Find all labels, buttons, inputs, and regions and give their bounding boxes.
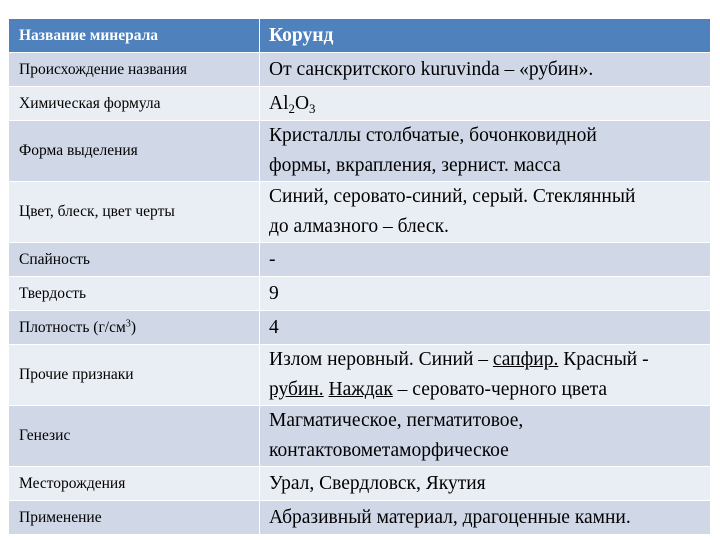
deposits-label: Месторождения bbox=[9, 467, 260, 501]
hardness-value: 9 bbox=[260, 277, 711, 311]
habit-label: Форма выделения bbox=[9, 121, 260, 182]
deposits-value: Урал, Свердловск, Якутия bbox=[260, 467, 711, 501]
row-density bbox=[9, 311, 711, 345]
color-line-2: до алмазного – блеск. bbox=[269, 216, 449, 237]
row-deposits bbox=[9, 467, 711, 501]
application-label: Применение bbox=[9, 501, 260, 535]
sapphire-term: сапфир. bbox=[492, 349, 559, 370]
density-value: 4 bbox=[260, 311, 711, 345]
ruby-term: рубин. bbox=[269, 379, 324, 400]
other-text-1: Излом неровный. Синий – bbox=[269, 349, 493, 370]
genesis-line-2: контактовометаморфическое bbox=[269, 440, 509, 461]
formula-label: Химическая формула bbox=[9, 87, 260, 121]
color-value bbox=[260, 182, 711, 243]
application-value: Абразивный материал, драгоценные камни. bbox=[260, 501, 711, 535]
other-features-value bbox=[260, 345, 711, 406]
habit-value bbox=[260, 121, 711, 182]
other-text-3: Красный - bbox=[558, 349, 649, 370]
habit-line-1: Кристаллы столбчатые, бочонковидной bbox=[269, 125, 597, 146]
mineral-card bbox=[8, 18, 710, 535]
density-label-superscript: 3 bbox=[125, 317, 131, 329]
emery-term: Наждак bbox=[328, 379, 393, 400]
formula-o-subscript: 3 bbox=[309, 101, 316, 116]
row-genesis bbox=[9, 406, 711, 467]
density-label-text: Плотность (г/см bbox=[19, 318, 126, 336]
color-label: Цвет, блеск, цвет черты bbox=[9, 182, 260, 243]
genesis-line-1: Магматическое, пегматитовое, bbox=[269, 410, 524, 431]
mineral-name: Корунд bbox=[260, 19, 711, 53]
name-origin-value: От санскритского kuruvinda – «рубин». bbox=[260, 53, 711, 87]
cleavage-label: Спайность bbox=[9, 243, 260, 277]
habit-line-2: формы, вкрапления, зернист. масса bbox=[269, 155, 561, 176]
row-cleavage bbox=[9, 243, 711, 277]
row-hardness bbox=[9, 277, 711, 311]
formula-value bbox=[260, 87, 711, 121]
row-name-origin bbox=[9, 53, 711, 87]
formula-o: O bbox=[294, 92, 310, 114]
row-formula bbox=[9, 87, 711, 121]
hardness-label: Твердость bbox=[9, 277, 260, 311]
genesis-label: Генезис bbox=[9, 406, 260, 467]
row-habit bbox=[9, 121, 711, 182]
density-label-close: ) bbox=[130, 318, 137, 336]
density-label bbox=[9, 311, 260, 345]
name-origin-label: Происхождение названия bbox=[9, 53, 260, 87]
color-line-1: Синий, серовато-синий, серый. Стеклянный bbox=[269, 186, 636, 207]
row-application bbox=[9, 501, 711, 535]
row-other-features bbox=[9, 345, 711, 406]
header-row bbox=[9, 19, 711, 53]
other-text-7: – серовато-черного цвета bbox=[392, 379, 608, 400]
header-label: Название минерала bbox=[9, 19, 260, 53]
mineral-properties-table bbox=[8, 18, 711, 535]
other-features-label: Прочие признаки bbox=[9, 345, 260, 406]
genesis-value bbox=[260, 406, 711, 467]
row-color bbox=[9, 182, 711, 243]
formula-al: Al bbox=[269, 92, 289, 114]
formula-al-subscript: 2 bbox=[288, 101, 295, 116]
cleavage-value: - bbox=[260, 243, 711, 277]
